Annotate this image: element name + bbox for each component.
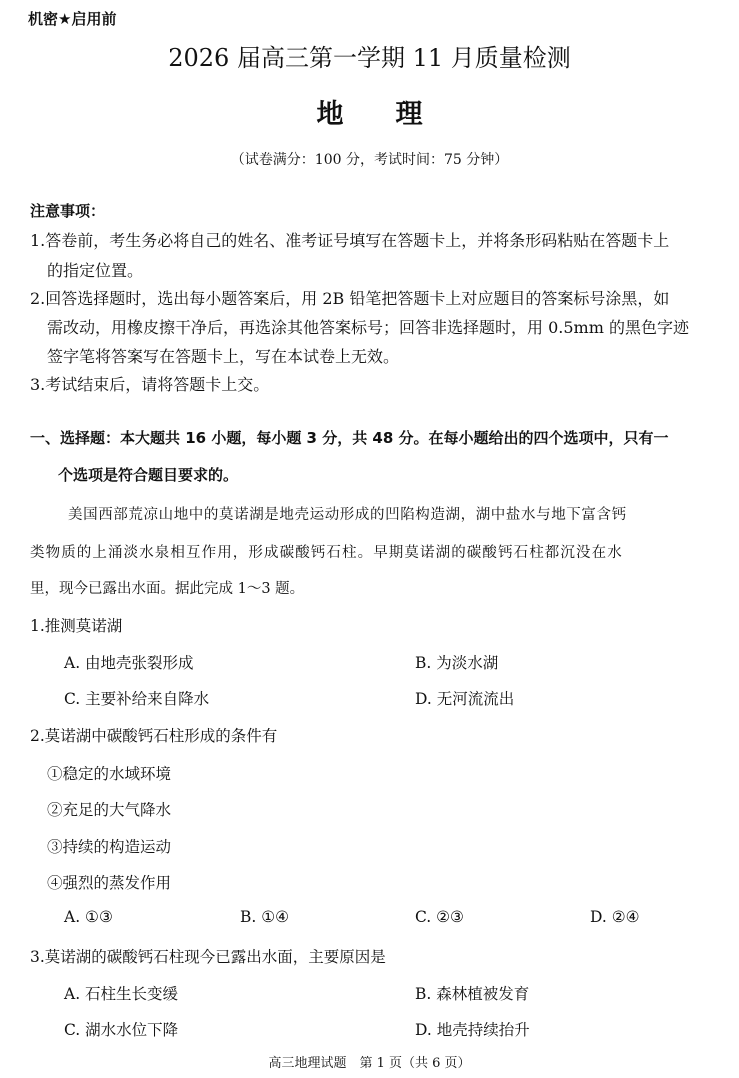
notice-item-1-line-2: 的指定位置。 [47,261,144,280]
section-heading-line-2: 个选项是符合题目要求的。 [58,466,239,484]
question-1-option-d: D. 无河流流出 [415,690,515,708]
secret-label: 机密★启用前 [28,10,117,28]
question-2-statement-2: ②充足的大气降水 [47,801,172,819]
question-2-option-b: B. ①④ [240,908,290,926]
question-2-option-a: A. ①③ [64,908,113,926]
question-2-statement-4: ④强烈的蒸发作用 [47,874,172,892]
section-heading-line-1: 一、选择题：本大题共 16 小题，每小题 3 分，共 48 分。在每小题给出的四个选项中，只有一 [30,429,669,447]
exam-title: 2026 届高三第一学期 11 月质量检测 [168,44,571,72]
question-1-stem: 1.推测莫诺湖 [30,617,123,635]
question-3-option-a: A. 石柱生长变缓 [64,985,179,1003]
notice-item-2-line-2: 需改动，用橡皮擦干净后，再选涂其他答案标号；回答非选择题时，用 0.5mm 的黑色字迹 [47,318,689,337]
notice-item-1-line-1: 1.答卷前，考生务必将自己的姓名、准考证号填写在答题卡上，并将条形码粘贴在答题卡上 [30,231,670,250]
question-3-option-b: B. 森林植被发育 [415,985,530,1003]
notice-heading: 注意事项： [30,202,106,220]
question-3-option-d: D. 地壳持续抬升 [415,1021,530,1039]
question-2-option-c: C. ②③ [415,908,464,926]
question-3-option-c: C. 湖水水位下降 [64,1021,179,1039]
question-1-option-b: B. 为淡水湖 [415,654,499,672]
question-2-option-d: D. ②④ [590,908,640,926]
passage-line-3: 里，现今已露出水面。据此完成 1～3 题。 [30,581,305,597]
exam-info: （试卷满分：100 分，考试时间：75 分钟） [230,152,509,168]
subject-title: 地理 [316,99,475,130]
question-2-stem: 2.莫诺湖中碳酸钙石柱形成的条件有 [30,727,278,745]
passage-line-1: 美国西部荒凉山地中的莫诺湖是地壳运动形成的凹陷构造湖，湖中盐水与地下富含钙 [68,507,627,523]
page-footer: 高三地理试题 第 1 页（共 6 页） [268,1056,471,1071]
question-1-option-c: C. 主要补给来自降水 [64,690,210,708]
notice-item-2-line-3: 签字笔将答案写在答题卡上，写在本试卷上无效。 [47,347,400,366]
question-1-option-a: A. 由地壳张裂形成 [64,654,194,672]
passage-line-2: 类物质的上涌淡水泉相互作用，形成碳酸钙石柱。早期莫诺湖的碳酸钙石柱都沉没在水 [30,545,623,561]
question-2-statement-1: ①稳定的水域环境 [47,765,172,783]
question-3-stem: 3.莫诺湖的碳酸钙石柱现今已露出水面，主要原因是 [30,948,386,966]
notice-item-3: 3.考试结束后，请将答题卡上交。 [30,375,270,394]
notice-item-2-line-1: 2.回答选择题时，选出每小题答案后，用 2B 铅笔把答题卡上对应题目的答案标号涂黑，如 [30,289,670,308]
question-2-statement-3: ③持续的构造运动 [47,838,172,856]
